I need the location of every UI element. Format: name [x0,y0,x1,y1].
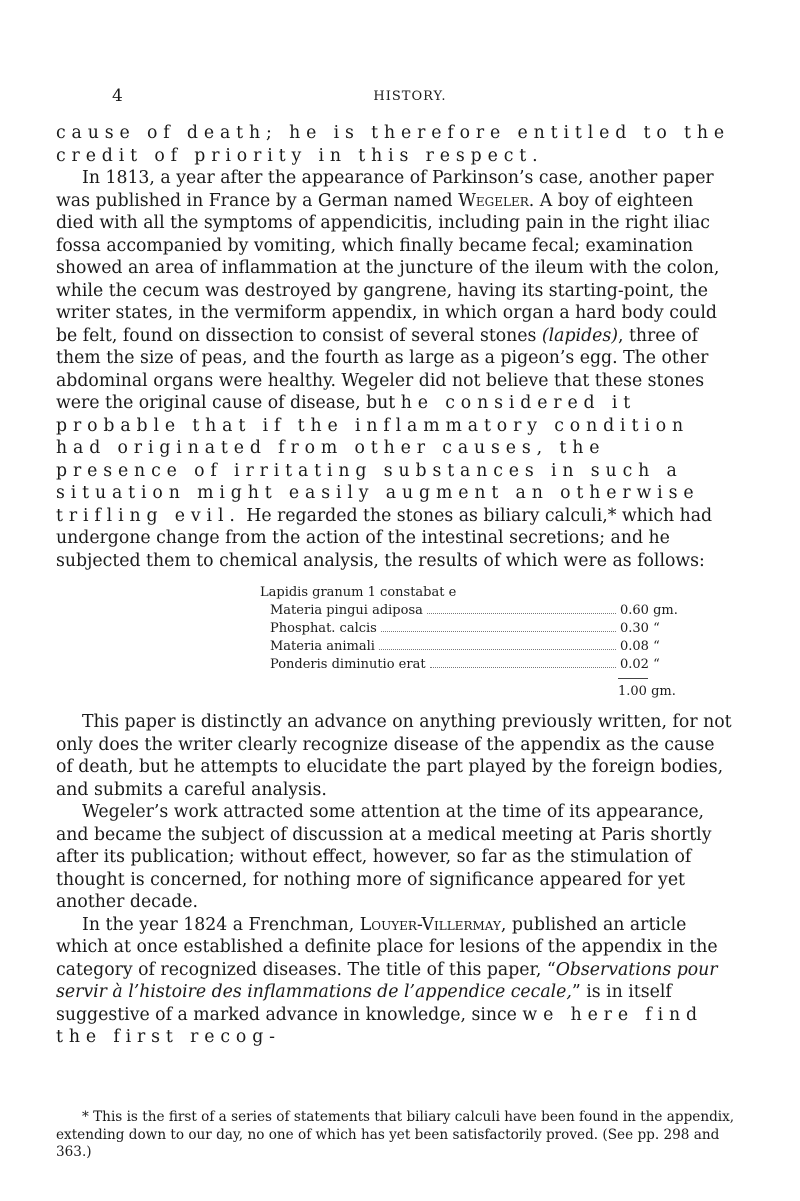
row-label: Materia pingui adiposa [270,603,423,618]
paragraph-2 [56,167,736,572]
text-span: In the year 1824 a Frenchman, [82,914,360,935]
row-label: Phosphat. calcis [270,621,377,636]
text-span: , three of them the size of peas, and the fourth as large as a pigeon’s egg. The other abdominal organs were healthy. Wegeler did not believe that these stones were the original cause of disease, but [56,325,709,413]
table-row [260,602,690,620]
analysis-heading: Lapidis granum 1 constabat e [260,585,457,600]
paragraph-4: Wegeler’s work attracted some attention at the time of its appearance, and became the subject of discussion at a medical meeting at Paris shortly after its publication; without effect, however, so far as the stimulation of thought is concerned, for nothing more of significance appeared for yet another decade. [56,802,712,912]
text-span: He regarded the stones as biliary calculi,* which had undergone change from the action of the intestinal secretions; and he subjected them to chemical analysis, the results of which were as follows: [56,505,713,571]
spaced-text: he considered it probable that if the inflammatory condition had originated from other causes, the presence of irritating substances in such a situation might easily augment an otherwise trifling evil. [56,393,700,526]
table-row [260,656,690,674]
page-number: 4 [112,86,123,106]
paragraph-3: This paper is distinctly an advance on anything previously written, for not only does the writer clearly recognize disease of the appendix as the cause of death, but he attempts to elucidate the part played by the foreign bodies, and submits a careful analysis. [56,712,732,800]
footnote [56,1109,736,1162]
running-head: HISTORY. [373,89,447,104]
text-span: In 1813, a year after the appearance of Parkinson’s case, another paper was published in France by a German named [56,168,714,211]
leader-dots [430,667,616,668]
row-label: Materia animali [270,639,375,654]
table-row [260,620,690,638]
leader-dots [427,613,616,614]
text-span: ” is in itself suggestive of a marked advance in knowledge, since [56,982,672,1025]
leader-dots [381,631,616,632]
row-value: 0.02 “ [620,657,660,672]
text-span: , published an article which at once established a definite place for lesions of the appendix in the category of recognized diseases. The title of this paper, “ [56,914,718,980]
row-value: 0.60 gm. [620,603,678,618]
paragraph-5 [56,914,736,1049]
italic-term: (lapides) [541,325,618,346]
paper-title: Observations pour servir à l’histoire des inflammations de l’appendice cecale, [56,959,718,1002]
row-value: 0.08 “ [620,639,660,654]
footnote-text: * This is the first of a series of statements that biliary calculi have been found in the appendix, extending down to our day, no one of which has yet been satisfactorily proved. (See pp. 298 and 363.) [56,1109,735,1160]
row-label: Ponderis diminutio erat [270,657,426,672]
leader-dots [379,649,616,650]
paragraph-1 [56,122,736,167]
analysis-total: 1.00 gm. [618,684,676,699]
page-header [112,86,708,106]
table-row [260,638,690,656]
spaced-text: cause of death; he is therefore entitled to the credit of priority in this respect. [56,123,730,166]
author-name: Wegeler [458,190,529,211]
body-text [56,122,736,1049]
text-span: . A boy of eighteen died with all the symptoms of appendicitis, including pain in the right iliac fossa accompanied by vomiting, which finally became fecal; examination showed an area of inflammation at the juncture of the ileum with the colon, while the cecum was destroyed by gangrene, having its starting-point, the writer states, in the vermiform appendix, in which organ a hard body could be felt, found on dissection to consist of several stones [56,190,720,346]
author-name: Louyer-Villermay [359,914,501,935]
row-value: 0.30 “ [620,621,660,636]
spaced-text: we here find the first recog- [56,1004,703,1047]
analysis-table [260,584,690,701]
total-rule [618,678,648,679]
